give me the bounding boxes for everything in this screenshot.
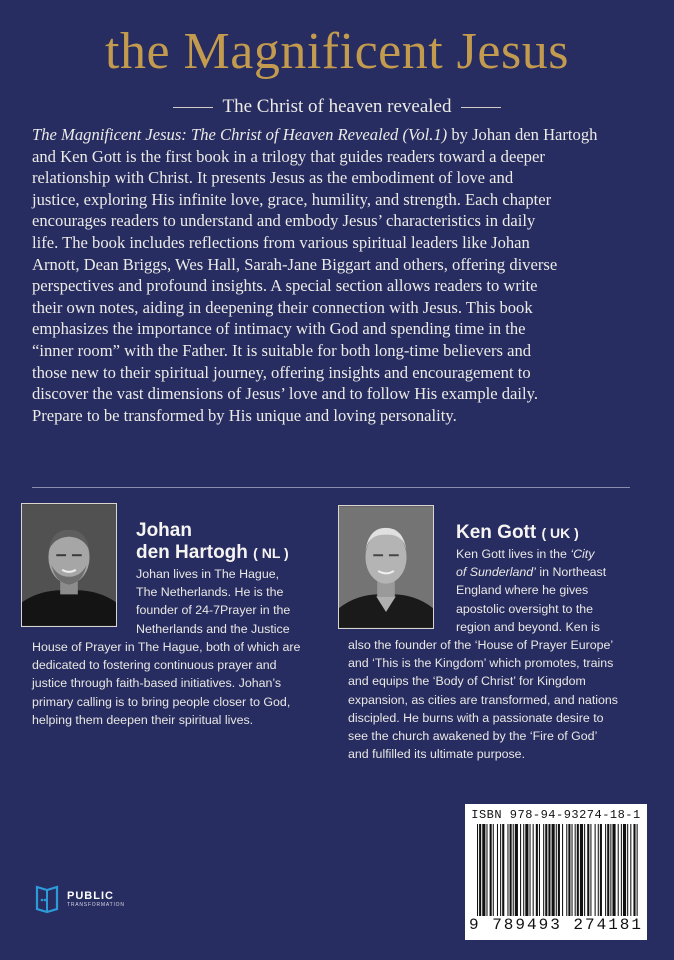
barcode-bar xyxy=(530,824,531,916)
bio-line: and fulfilled its ultimate purpose. xyxy=(348,747,526,762)
barcode-bar xyxy=(513,824,514,916)
bio-line: primary calling is to bring people closer to God, xyxy=(32,694,291,709)
barcode-bar xyxy=(536,824,538,916)
bio-line: Johan lives in The Hague, xyxy=(136,567,280,581)
bio-line: England where he gives xyxy=(456,583,589,598)
barcode-bar xyxy=(486,824,487,916)
book-title: the Magnificent Jesus xyxy=(105,23,569,80)
bio-line: and equips the ‘Body of Christ’ for Kingdom xyxy=(348,674,586,689)
barcode-bar xyxy=(552,824,555,916)
book-subtitle: The Christ of heaven revealed xyxy=(222,96,452,117)
johan-portrait-image xyxy=(22,504,116,626)
johan-photo xyxy=(21,503,117,627)
barcode-bar xyxy=(627,824,628,916)
barcode-bar xyxy=(595,824,596,916)
barcode-bar xyxy=(568,824,570,916)
blurb-line: Arnott, Dean Briggs, Wes Hall, Sarah-Jane Biggart and others, offering diverse xyxy=(32,254,558,274)
barcode-bar xyxy=(479,824,481,916)
bio-line: The Netherlands. He is the xyxy=(136,585,284,600)
johan-name xyxy=(136,520,306,564)
bio-line: House of Prayer in The Hague, both of which are xyxy=(32,640,301,654)
barcode-bar xyxy=(556,824,557,916)
bio-line: expansion, as cities are transformed, and nations xyxy=(348,692,618,707)
bio-line: and ‘This is the Kingdom’ which promotes, trains xyxy=(348,656,614,671)
barcode-bar xyxy=(621,824,622,916)
barcode-bar xyxy=(607,824,609,916)
blurb-line: discover the vast dimensions of Jesus’ love and to follow His example daily. xyxy=(32,384,539,404)
blurb-title-italic: The Magnificent Jesus: The Christ of Heaven Revealed (Vol.1) xyxy=(32,125,448,144)
barcode-bar xyxy=(477,824,478,916)
bio-line: also the founder of the ‘House of Prayer Europe’ xyxy=(348,638,614,652)
subtitle-rule-right xyxy=(461,107,501,108)
barcode-bar xyxy=(610,824,611,916)
barcode-bar xyxy=(507,824,508,916)
ken-name xyxy=(456,522,656,544)
publisher-subname: TRANSFORMATION xyxy=(67,902,125,908)
barcode-bar xyxy=(543,824,544,916)
barcode-bar xyxy=(525,824,528,916)
bio-line: founder of 24-7Prayer in the xyxy=(136,603,291,618)
barcode-bar xyxy=(575,824,576,916)
book-description xyxy=(32,124,644,426)
barcode-bar xyxy=(623,824,626,916)
bio-line: of Sunderland’ in Northeast xyxy=(456,565,607,580)
barcode-bar xyxy=(533,824,534,916)
bio-line: Ken Gott lives in the ‘City xyxy=(456,547,595,561)
barcode-bar xyxy=(590,824,591,916)
ken-photo xyxy=(338,505,434,629)
bio-line: justice through faith-based initiatives. Johan’s xyxy=(32,676,282,691)
book-logo-icon xyxy=(34,884,60,914)
ken-country: ( UK ) xyxy=(541,525,579,541)
bio-line: dedicated to fostering continuous prayer and xyxy=(32,658,277,673)
blurb-line: The Magnificent Jesus: The Christ of Heaven Revealed (Vol.1) by Johan den Hartogh xyxy=(32,125,598,144)
section-divider xyxy=(32,487,630,488)
barcode-bars xyxy=(477,824,639,916)
blurb-line: encourages readers to understand and embody Jesus’ characteristics in daily xyxy=(32,211,536,231)
blurb-line: relationship with Christ. It presents Jesus as the embodiment of love and xyxy=(32,168,514,188)
johan-country: ( NL ) xyxy=(253,545,289,561)
barcode-bar xyxy=(566,824,567,916)
blurb-line: emphasizes the importance of intimacy with God and spending time in the xyxy=(32,319,526,339)
barcode-bar xyxy=(493,824,494,916)
barcode-bar xyxy=(587,824,589,916)
ken-portrait-image xyxy=(339,506,433,628)
barcode-bar xyxy=(500,824,501,916)
barcode-bar xyxy=(515,824,518,916)
barcode-bar xyxy=(539,824,540,916)
blurb-line: perspectives and profound insights. A special section allows readers to write xyxy=(32,276,538,296)
johan-bio-top xyxy=(136,565,326,638)
barcode-bar xyxy=(562,824,563,916)
johan-bio-bottom xyxy=(32,638,332,729)
barcode-bar xyxy=(630,824,631,916)
barcode-bar xyxy=(572,824,573,916)
barcode-bar xyxy=(520,824,521,916)
barcode-bar xyxy=(497,824,498,916)
barcode-bar xyxy=(605,824,606,916)
barcode-bar xyxy=(558,824,560,916)
blurb-line: their own notes, aiding in deepening their connection with Jesus. This book xyxy=(32,297,533,317)
publisher-logo xyxy=(34,884,125,914)
bio-line: apostolic oversight to the xyxy=(456,601,594,616)
barcode-bar xyxy=(545,824,547,916)
isbn-barcode xyxy=(465,804,647,940)
blurb-line: and Ken Gott is the first book in a trilogy that guides readers toward a deeper xyxy=(32,146,545,166)
blurb-line: “inner room” with the Father. It is suitable for both long-time believers and xyxy=(32,340,532,360)
ean-number: 9 789493 274181 xyxy=(468,916,644,934)
blurb-line: justice, exploring His infinite love, grace, humility, and strength. Each chapter xyxy=(32,189,552,209)
barcode-bar xyxy=(600,824,602,916)
barcode-bar xyxy=(490,824,492,916)
isbn-label: ISBN 978-94-93274-18-1 xyxy=(471,808,641,822)
barcode-bar xyxy=(633,824,635,916)
johan-name-line1: Johan xyxy=(136,520,192,541)
blurb-line: life. The book includes reflections from various spiritual leaders like Johan xyxy=(32,232,530,252)
subtitle-row xyxy=(0,96,674,118)
barcode-bar xyxy=(523,824,524,916)
blurb-line: those new to their spiritual journey, offering insights and encouragement to xyxy=(32,362,531,382)
barcode-bar xyxy=(580,824,583,916)
bio-line: region and beyond. Ken is xyxy=(456,619,600,634)
barcode-bar xyxy=(637,824,638,916)
ken-bio-bottom xyxy=(348,636,658,763)
barcode-bar xyxy=(482,824,485,916)
subtitle-rule-left xyxy=(173,107,213,108)
bio-line: see the church awakened by the ‘Fire of God’ xyxy=(348,729,598,744)
bio-line: Netherlands and the Justice xyxy=(136,621,290,636)
barcode-bar xyxy=(612,824,615,916)
blurb-line: Prepare to be transformed by His unique and loving personality. xyxy=(32,405,457,425)
ken-name-text: Ken Gott xyxy=(456,522,537,543)
barcode-bar xyxy=(510,824,512,916)
ken-bio-top xyxy=(456,545,656,636)
barcode-bar xyxy=(598,824,599,916)
johan-name-line2: den Hartogh ( NL ) xyxy=(136,542,289,563)
barcode-bar xyxy=(584,824,585,916)
barcode-bar xyxy=(548,824,550,916)
bio-line: discipled. He burns with a passionate desire to xyxy=(348,710,604,725)
bio-line: helping them deepen their spiritual lives. xyxy=(32,712,254,727)
barcode-bar xyxy=(618,824,619,916)
barcode-bar xyxy=(502,824,504,916)
barcode-bar xyxy=(577,824,579,916)
publisher-name: PUBLIC xyxy=(67,890,114,902)
